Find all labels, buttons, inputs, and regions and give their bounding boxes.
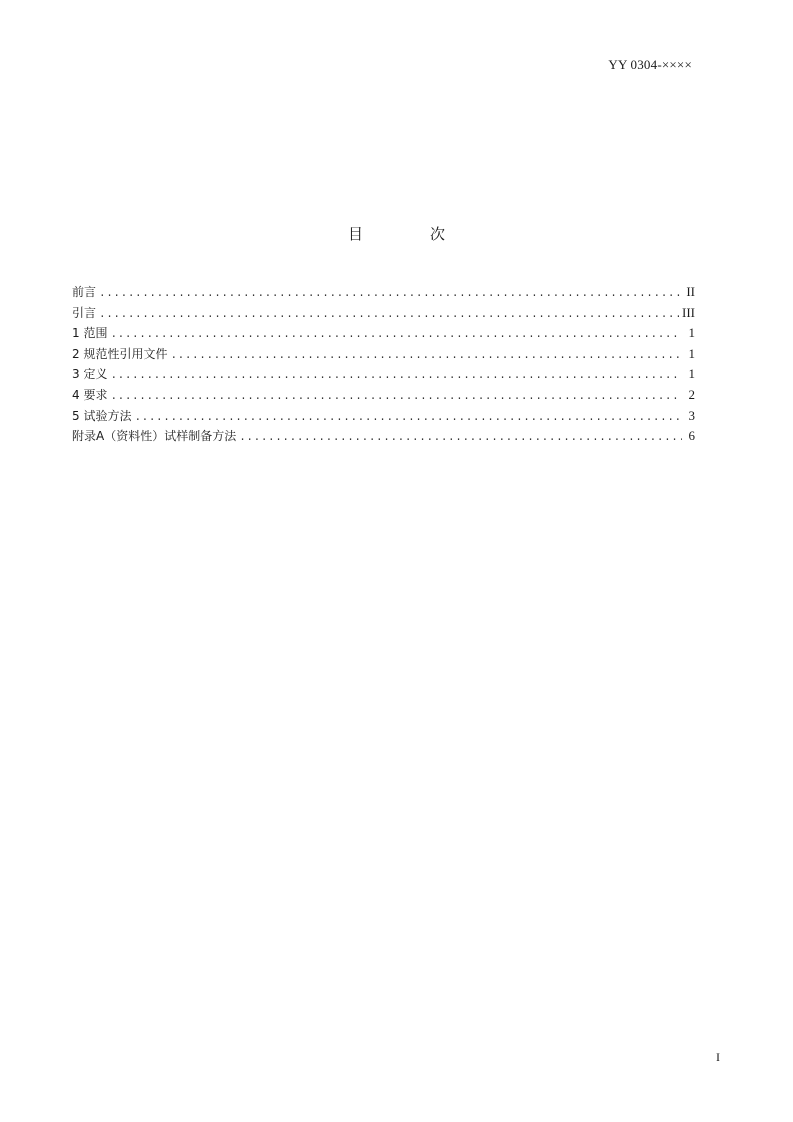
toc-entry-label: 2 规范性引用文件 bbox=[72, 346, 168, 361]
toc-entry-label: 4 要求 bbox=[72, 387, 108, 402]
toc-entry-page: 1 bbox=[688, 345, 695, 361]
toc-leader-dots bbox=[99, 284, 682, 303]
toc-entry-introduction[interactable] bbox=[72, 303, 695, 324]
toc-entry-label: 附录A（资料性）试样制备方法 bbox=[72, 429, 237, 444]
toc-leader-dots bbox=[110, 366, 682, 385]
toc-entry-foreword[interactable] bbox=[72, 282, 695, 303]
toc-leader-dots bbox=[134, 408, 682, 427]
standard-code: YY 0304-×××× bbox=[608, 57, 692, 72]
table-of-contents bbox=[72, 282, 695, 447]
toc-title: 目 次 bbox=[347, 225, 471, 243]
toc-entry-page: 1 bbox=[688, 366, 695, 382]
toc-entry-page: 1 bbox=[688, 325, 695, 341]
toc-leader-dots bbox=[239, 428, 682, 447]
page-number: I bbox=[716, 1050, 720, 1064]
toc-leader-dots bbox=[170, 346, 682, 365]
toc-entry-label: 3 定义 bbox=[72, 367, 108, 382]
toc-entry-test-methods[interactable] bbox=[72, 406, 695, 427]
toc-entry-label: 引言 bbox=[72, 305, 97, 320]
toc-entry-page: II bbox=[686, 284, 695, 299]
toc-entry-scope[interactable] bbox=[72, 323, 695, 344]
toc-entry-annex-a[interactable] bbox=[72, 426, 695, 447]
toc-entry-definitions[interactable] bbox=[72, 364, 695, 385]
toc-entry-label: 前言 bbox=[72, 285, 97, 299]
toc-leader-dots bbox=[110, 325, 682, 344]
toc-entry-page: 2 bbox=[688, 386, 695, 402]
toc-entry-page: III bbox=[682, 304, 695, 320]
toc-entry-requirements[interactable] bbox=[72, 385, 695, 406]
toc-entry-label: 1 范围 bbox=[72, 326, 108, 341]
toc-leader-dots bbox=[99, 305, 679, 324]
toc-entry-normative-references[interactable] bbox=[72, 344, 695, 365]
toc-entry-page: 3 bbox=[688, 407, 695, 423]
toc-entry-page: 6 bbox=[688, 428, 695, 444]
toc-entry-label: 5 试验方法 bbox=[72, 408, 132, 423]
toc-leader-dots bbox=[110, 387, 682, 406]
